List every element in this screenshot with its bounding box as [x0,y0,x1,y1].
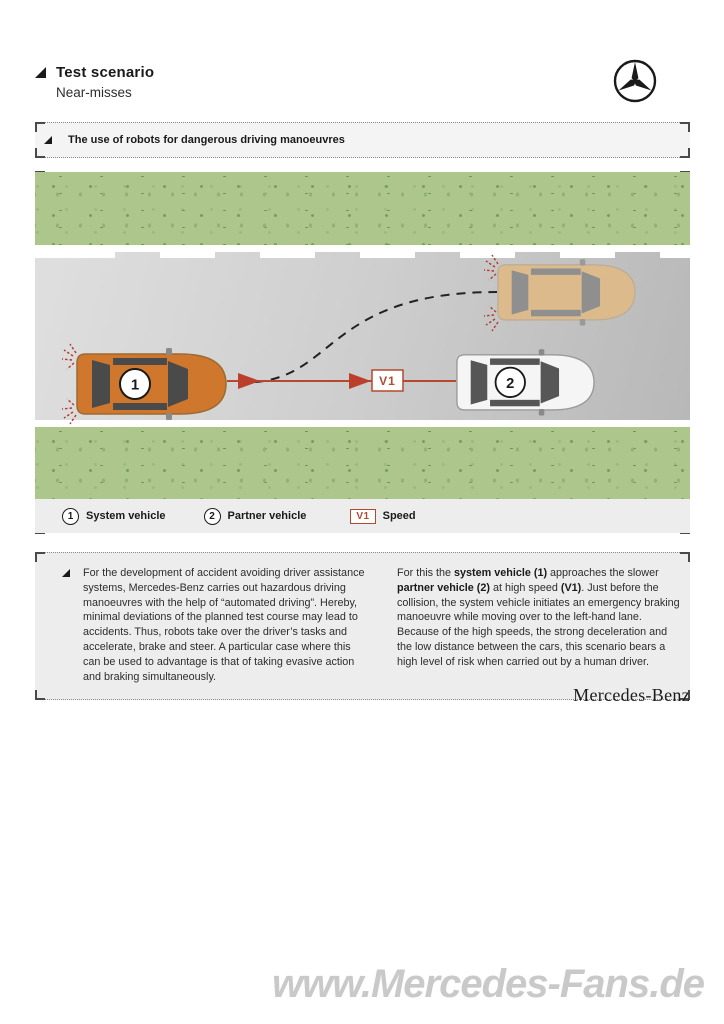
legend-item-system-vehicle: 1 System vehicle [62,508,166,525]
road-diagram [35,172,690,533]
legend-item-partner-vehicle: 2 Partner vehicle [204,508,307,525]
speed-label-badge [372,370,403,391]
partner-vehicle-car [457,349,594,415]
caption-marker-icon [44,136,52,144]
legend-marker-v1: V1 [350,509,375,524]
figure-caption-banner [35,122,690,158]
page-title: Test scenario [56,64,155,81]
speed-arrow-icon [238,373,260,389]
mercedes-star-icon [612,58,658,109]
description-left-column [62,566,367,684]
svg-text:2: 2 [506,375,515,392]
description-left-text: For the development of accident avoiding driver assistance systems, Mercedes-Benz carries out hazardous driving manoeuvres with the help of “automated driving”. Hereby, minimal deviations of the planned test course may lead to accidents. Thus, robots take over the driver’s tasks and accelerate, brake and steer. A particular case where this can be used to advantage is that of taking evasive action and braking simultaneously. [83,567,365,683]
watermark: www.Mercedes-Fans.de [272,962,704,1006]
legend [35,499,690,533]
page-subtitle: Near-misses [56,85,132,100]
description-block [35,552,690,700]
description-right-column [397,566,685,684]
svg-text:V1: V1 [379,374,396,388]
figure-caption: The use of robots for dangerous driving manoeuvres [68,134,345,146]
section-marker-icon [35,67,46,78]
system-vehicle-ghost-car [498,259,635,325]
legend-marker-1: 1 [62,508,79,525]
legend-marker-2: 2 [204,508,221,525]
system-vehicle-car [77,348,226,420]
paragraph-marker-icon [62,569,70,577]
brake-sparks-icon [62,344,76,424]
legend-item-speed: V1 Speed [350,509,415,524]
brand-wordmark: Mercedes-Benz [573,685,690,705]
header [35,64,154,100]
speed-arrow-icon [349,373,371,389]
description-right-text: For this the system vehicle (1) approaches the slower partner vehicle (2) at high speed (V1). Just before the collision, the system vehicle initiates an emergency braking manoeuvre while moving over to the left-hand lane. Because of the high speeds, the strong deceleration and the low distance between the cars, this scenario bears a high level of risk when carried out by a human driver. [397,567,680,668]
svg-text:1: 1 [130,376,140,394]
diagram-overlay [35,172,690,499]
